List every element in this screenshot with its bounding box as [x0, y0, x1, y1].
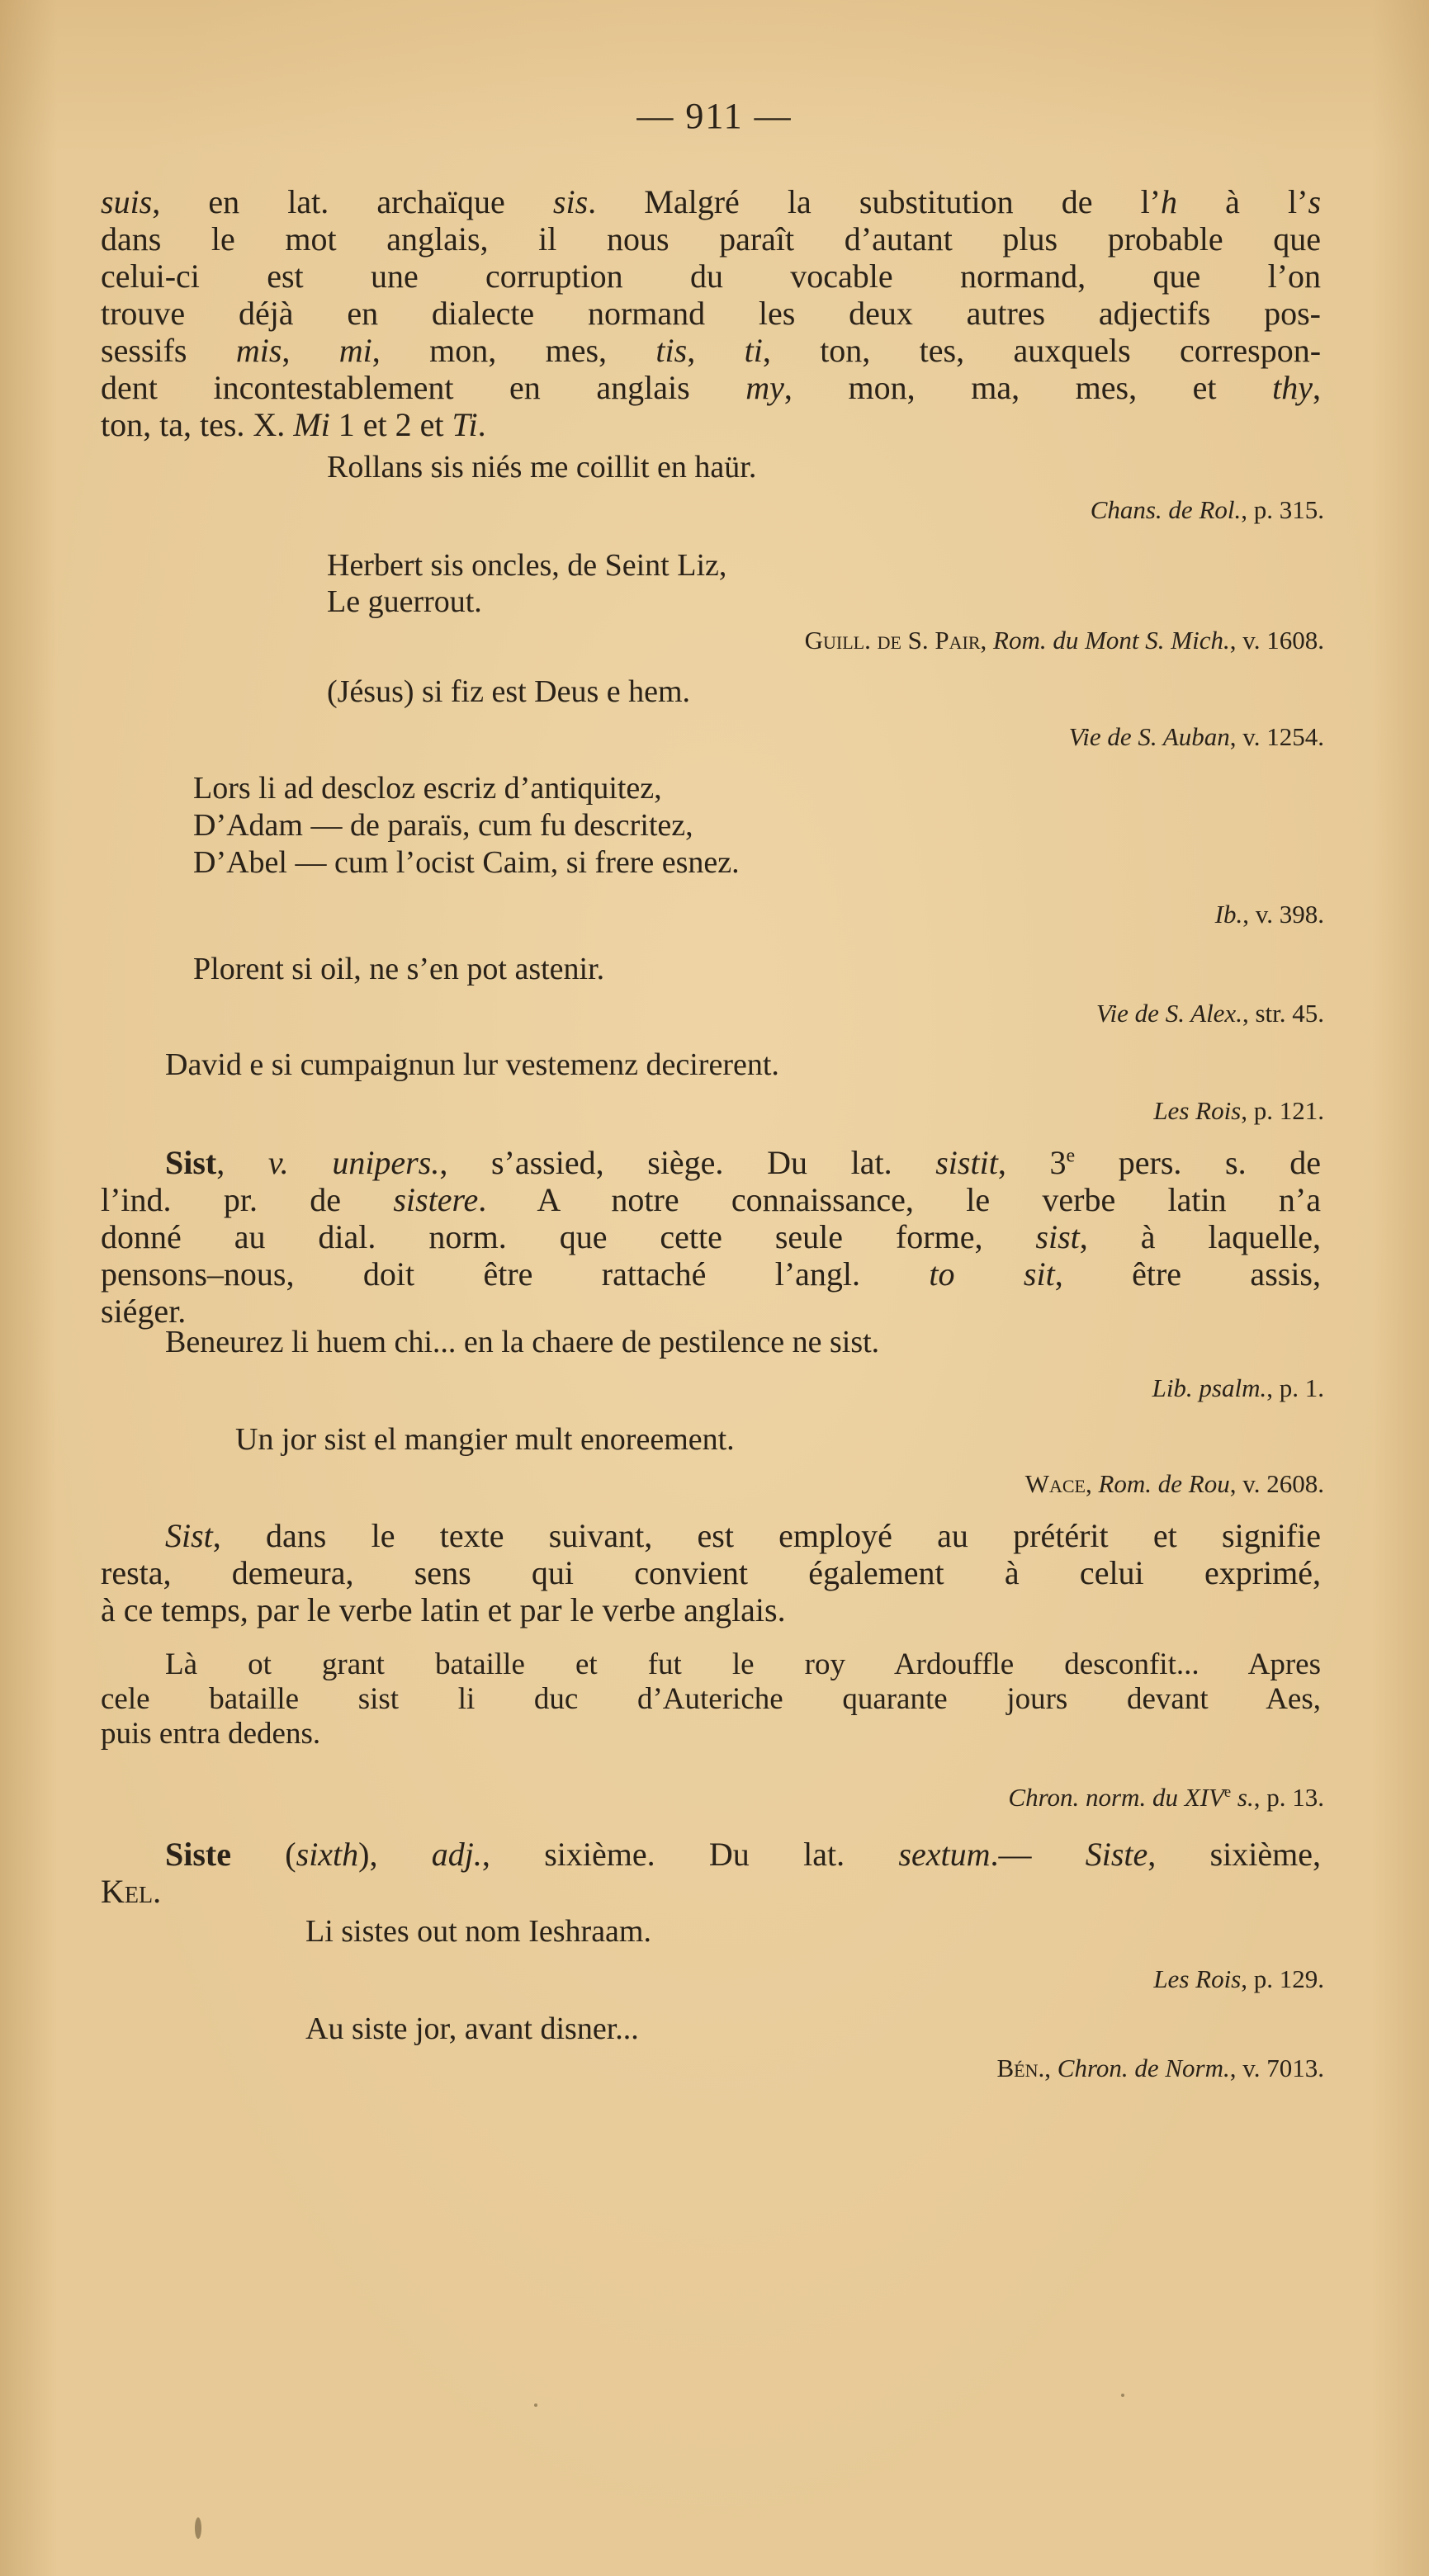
- text-line: [101, 1255, 1321, 1293]
- text-run: , en lat. archaïque: [152, 183, 553, 220]
- text-line: [101, 369, 1321, 406]
- citation-ben-chron-de-norm: [997, 2054, 1325, 2083]
- text-run: , mon, ma, mes, et: [783, 369, 1273, 406]
- text-run: , p. 121.: [1241, 1096, 1324, 1125]
- text-run: pensons–nous, doit être rattaché l’angl.: [101, 1255, 930, 1293]
- text-run: ,: [1044, 2054, 1058, 2082]
- quote-jesus: (Jésus) si fiz est Deus e hem.: [327, 674, 691, 709]
- text-run: à ce temps, par le verbe latin et par le verbe anglais.: [101, 1591, 786, 1628]
- italic-text: Sist: [165, 1517, 213, 1554]
- text-run: dent incontestablement en anglais: [101, 369, 746, 406]
- citation-les-rois-129: [1153, 1964, 1324, 1994]
- italic-text: s: [1308, 183, 1322, 220]
- text-run: ,: [980, 626, 994, 655]
- italic-text: suis: [101, 183, 153, 220]
- text-run: . A notre connaissance, le verbe latin n’a: [478, 1181, 1321, 1218]
- italic-text: mis: [235, 332, 282, 369]
- text-run: .—: [990, 1836, 1086, 1873]
- text-run: .: [477, 406, 486, 443]
- paper-speck: [195, 2517, 201, 2539]
- italic-text: Mi: [293, 406, 330, 443]
- quote-un-jor: Un jor sist el mangier mult enoreement.: [235, 1422, 735, 1457]
- citation-vie-de-s-auban: [1069, 722, 1324, 752]
- small-caps-text: Guill. de S. Pair: [804, 626, 981, 655]
- citation-lib-psalm: [1152, 1373, 1324, 1403]
- quote-herbert-line2: Le guerrout.: [327, 584, 482, 619]
- text-run: 1 et 2 et: [329, 406, 452, 443]
- italic-text: Les Rois: [1153, 1096, 1242, 1125]
- text-run: , p. 129.: [1241, 1964, 1324, 1993]
- citation-chron-norm-xiv: [1008, 1783, 1324, 1813]
- text-run: ton, ta, tes. X.: [101, 406, 294, 443]
- text-run: , mon, mes,: [371, 332, 656, 369]
- text-run: ),: [358, 1836, 432, 1873]
- text-run: ,: [282, 332, 339, 369]
- italic-text: v. unipers.: [267, 1144, 440, 1181]
- text-line: [101, 1836, 1321, 1873]
- text-run: à l’: [1177, 183, 1308, 220]
- text-run: ,: [687, 332, 745, 369]
- italic-text: Chron. de Norm.: [1057, 2054, 1230, 2082]
- page-number: — 911 —: [636, 96, 793, 136]
- text-run: pers. s. de: [1075, 1144, 1322, 1181]
- text-line: [101, 258, 1321, 295]
- quote-plorent: Plorent si oil, ne s’en pot astenir.: [193, 952, 605, 986]
- text-run: , v. 398.: [1242, 900, 1324, 929]
- text-run: , p. 1.: [1266, 1373, 1324, 1402]
- small-caps-text: Wace: [1024, 1469, 1086, 1498]
- quote-david: David e si cumpaignun lur vestemenz decirerent.: [165, 1047, 779, 1082]
- text-line: [101, 1647, 1321, 1682]
- quote-herbert: Herbert sis oncles, de Seint Liz,: [327, 548, 727, 583]
- text-run: resta, demeura, sens qui convient également à celui exprimé,: [101, 1554, 1321, 1591]
- italic-text: tis: [655, 332, 688, 369]
- headword: Sist: [165, 1144, 217, 1181]
- quote-li-sistes: Li sistes out nom Ieshraam.: [305, 1914, 651, 1949]
- quote-au-siste-jor: Au siste jor, avant disner...: [305, 2011, 639, 2046]
- italic-text: to sit: [929, 1255, 1055, 1293]
- citation-chans-de-rol: [1091, 495, 1324, 525]
- text-run: , v. 1254.: [1229, 722, 1324, 751]
- italic-text: Chans. de Rol.: [1090, 495, 1242, 524]
- text-run: , v. 2608.: [1229, 1469, 1324, 1498]
- text-line: [101, 220, 1321, 258]
- text-run: , p. 315.: [1241, 495, 1324, 524]
- italic-text: sextum: [898, 1836, 991, 1873]
- italic-text: Siste: [1085, 1836, 1148, 1873]
- quote-lors-li-ad-line2: D’Adam — de paraïs, cum fu descritez,: [193, 808, 693, 843]
- text-run: , v. 1608.: [1229, 626, 1324, 655]
- quote-lors-li-ad: Lors li ad descloz escriz d’antiquitez,: [193, 771, 662, 806]
- text-run: , v. 7013.: [1229, 2054, 1324, 2082]
- paper-speck: [1121, 2394, 1124, 2397]
- text-run: , être assis,: [1054, 1255, 1321, 1293]
- entry-sist: [101, 1144, 1321, 1330]
- italic-text: sistere: [393, 1181, 479, 1218]
- citation-guill-de-s-pair: [805, 626, 1324, 655]
- text-line: [101, 1218, 1321, 1255]
- text-run: puis entra dedens.: [101, 1717, 321, 1751]
- text-line: [101, 295, 1321, 332]
- text-run: , dans le texte suivant, est employé au prétérit et signifie: [212, 1517, 1321, 1554]
- text-run: , sixième,: [1147, 1836, 1322, 1873]
- small-caps-text: Kel.: [101, 1873, 162, 1910]
- text-run: , p. 13.: [1253, 1783, 1324, 1812]
- text-run: dans le mot anglais, il nous paraît d’autant plus probable que: [101, 220, 1321, 258]
- text-line: [101, 1554, 1321, 1591]
- paragraph-sist-preterit: [101, 1517, 1321, 1628]
- text-run: cele bataille sist li duc d’Auteriche quarante jours devant Aes,: [101, 1682, 1321, 1716]
- italic-text: adj.: [431, 1836, 482, 1873]
- italic-text: sistit: [935, 1144, 998, 1181]
- italic-text: h: [1161, 183, 1178, 220]
- text-run: , sixième. Du lat.: [481, 1836, 899, 1873]
- text-run: . Malgré la substitution de l’: [588, 183, 1162, 220]
- paper-speck: [534, 2403, 537, 2407]
- text-run: celui-ci est une corruption du vocable normand, que l’on: [101, 258, 1321, 295]
- text-line: [101, 406, 1321, 443]
- italic-text: Lib. psalm.: [1152, 1373, 1267, 1402]
- text-run: , s’assied, siège. Du lat.: [439, 1144, 936, 1181]
- quote-chron-norm: [101, 1647, 1321, 1751]
- italic-text: s.: [1231, 1783, 1254, 1812]
- text-run: sessifs: [101, 332, 236, 369]
- italic-text: ti: [744, 332, 763, 369]
- text-run: donné au dial. norm. que cette seule forme,: [101, 1218, 1036, 1255]
- italic-text: Ti: [452, 406, 478, 443]
- italic-text: Les Rois: [1153, 1964, 1242, 1993]
- text-run: ,: [1085, 1469, 1099, 1498]
- text-run: ,: [216, 1144, 268, 1181]
- italic-text: sist: [1035, 1218, 1080, 1255]
- text-run: , à laquelle,: [1079, 1218, 1322, 1255]
- superscript: e: [1066, 1145, 1076, 1167]
- text-run: , 3: [997, 1144, 1067, 1181]
- quote-beneurez: Beneurez li huem chi... en la chaere de pestilence ne sist.: [165, 1325, 880, 1359]
- text-run: ,: [1313, 369, 1322, 406]
- italic-text: Vie de S. Auban: [1068, 722, 1230, 751]
- italic-text: Vie de S. Alex.: [1095, 999, 1242, 1028]
- text-run: siéger.: [101, 1293, 187, 1330]
- citation-les-rois-121: [1153, 1096, 1324, 1126]
- text-line: [101, 1181, 1321, 1218]
- italic-text: Ib.: [1214, 900, 1243, 929]
- paragraph-suis-etymology: [101, 183, 1321, 443]
- italic-text: my: [745, 369, 784, 406]
- citation-wace: [1025, 1469, 1324, 1499]
- italic-text: thy: [1272, 369, 1313, 406]
- headword: Siste: [165, 1836, 231, 1873]
- citation-ib: [1215, 900, 1324, 929]
- text-line: [101, 332, 1321, 369]
- superscript: e: [1223, 1783, 1232, 1801]
- text-run: trouve déjà en dialecte normand les deux autres adjectifs pos-: [101, 295, 1321, 332]
- italic-text: sis: [552, 183, 589, 220]
- text-run: , ton, tes, auxquels correspon-: [762, 332, 1322, 369]
- text-run: , str. 45.: [1242, 999, 1324, 1028]
- text-line: [101, 1517, 1321, 1554]
- italic-text: sixth: [296, 1836, 359, 1873]
- text-line: [101, 1682, 1321, 1717]
- text-line: [101, 1717, 1321, 1751]
- italic-text: mi: [338, 332, 372, 369]
- quote-chans-de-rol: Rollans sis niés me coillit en haür.: [327, 450, 757, 484]
- entry-siste: [101, 1836, 1321, 1910]
- text-line: [101, 1873, 1321, 1910]
- text-run: (: [231, 1836, 296, 1873]
- italic-text: Chron. norm. du XIV: [1008, 1783, 1224, 1812]
- text-line: [101, 183, 1321, 220]
- italic-text: Rom. de Rou: [1098, 1469, 1230, 1498]
- text-run: Là ot grant bataille et fut le roy Ardouffle desconfit... Apres: [165, 1647, 1321, 1681]
- text-line: [101, 1144, 1321, 1181]
- small-caps-text: Bén.: [996, 2054, 1045, 2082]
- text-line: [101, 1591, 1321, 1628]
- text-run: l’ind. pr. de: [101, 1181, 394, 1218]
- italic-text: Rom. du Mont S. Mich.: [993, 626, 1230, 655]
- citation-vie-de-s-alex: [1096, 999, 1324, 1028]
- quote-lors-li-ad-line3: D’Abel — cum l’ocist Caim, si frere esnez.: [193, 845, 740, 880]
